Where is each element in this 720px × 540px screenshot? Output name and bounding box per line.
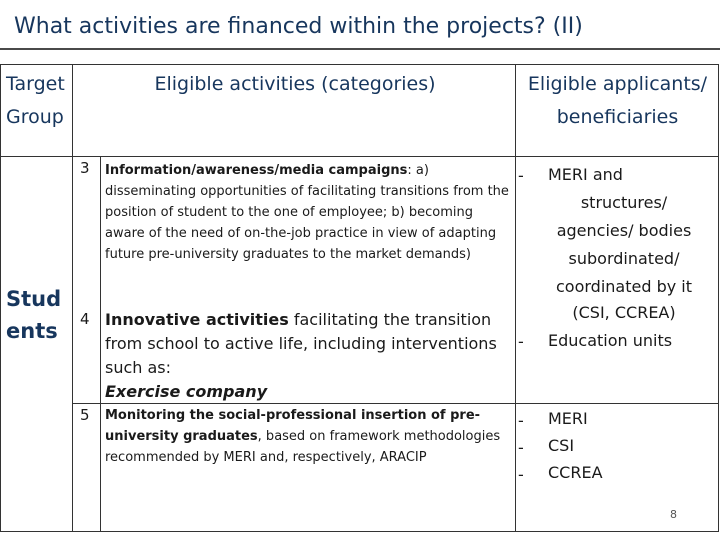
- header-eligible-applicants: Eligible applicants/ beneficiaries: [527, 73, 708, 128]
- bullet-dash: -: [518, 465, 524, 484]
- activity-item: Information/awareness/media campaigns: a) disseminating opportunities of facilitating transitions from the position of student to the one of employee; b) becoming aware of the need of on-the-job practice in view of adapting future pre-university graduates to the market demands): [105, 163, 509, 262]
- applicant-item: (CSI, CCREA): [572, 303, 676, 322]
- activity-number: 5: [80, 406, 90, 424]
- applicant-item: MERI and: [548, 165, 623, 184]
- target-group-students: Stud ents: [6, 287, 62, 343]
- table-header-divider: [0, 156, 719, 157]
- bullet-dash: -: [518, 438, 524, 457]
- page-title: What activities are financed within the projects? (II): [14, 14, 583, 39]
- activity-item: Innovative activities facilitating the transition from school to active life, including interventions such as: Exercise company: [105, 310, 497, 401]
- applicant-item: MERI: [548, 409, 588, 428]
- page-number: 8: [670, 508, 677, 521]
- applicant-item: CCREA: [548, 463, 603, 482]
- applicant-item: coordinated by it: [555, 277, 692, 296]
- applicant-item: agencies/ bodies: [556, 221, 692, 240]
- header-target-group: Target Group: [6, 73, 65, 128]
- title-divider: [0, 48, 720, 50]
- activity-number: 3: [80, 159, 90, 177]
- table-col-divider-2: [100, 156, 101, 532]
- activity-number: 4: [80, 310, 90, 328]
- bullet-dash: -: [518, 166, 524, 185]
- applicant-item: CSI: [548, 436, 575, 455]
- applicant-item: structures/: [580, 193, 668, 212]
- bullet-dash: -: [518, 411, 524, 430]
- bullet-dash: -: [518, 332, 524, 351]
- table-col-divider-3: [515, 64, 516, 532]
- header-eligible-activities: Eligible activities (categories): [154, 73, 436, 95]
- applicant-item: Education units: [548, 331, 673, 350]
- applicant-item: subordinated/: [568, 249, 680, 268]
- activity-item: Monitoring the social-professional insertion of pre-university graduates, based on framework methodologies recommended by MERI and, respectively, ARACIP: [105, 408, 501, 465]
- table-col-divider-1: [72, 64, 73, 532]
